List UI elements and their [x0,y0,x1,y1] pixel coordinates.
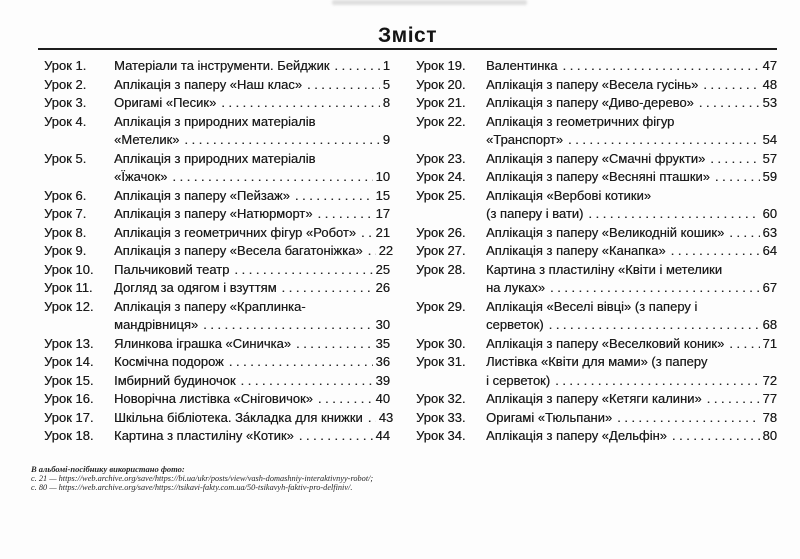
dot-leader [729,335,759,354]
page-number: 36 [375,354,390,369]
lesson-label: Урок 33. [416,409,466,425]
lesson-title: Аплікація «Веселі вівці» (з паперу і [486,298,698,314]
dot-leader [588,205,759,224]
lesson-label: Урок 28. [416,261,466,277]
lesson-title: Аплікація з геометричних фігур [486,113,675,129]
toc-entry [38,94,390,113]
toc-entry [410,353,777,390]
footer-heading: В альбомі-посібнику використано фото: [31,464,185,474]
page-number: 35 [375,335,390,351]
dot-leader [296,335,373,354]
dot-leader [563,57,760,76]
lesson-label: Урок 13. [44,335,94,351]
lesson-title: «Транспорт» [486,132,563,147]
lesson-title: Аплікація з паперу «Весела багатоніжка» [114,243,363,258]
lesson-label: Урок 11. [44,280,93,295]
lesson-title: Матеріали та інструменти. Бейджик [114,58,330,73]
lesson-label: Урок 18. [44,428,94,443]
toc-entry [38,409,394,428]
lesson-label: Урок 16. [44,391,94,406]
lesson-title: Аплікація з паперу «Веселковий коник» [486,335,725,351]
toc-entry [38,76,390,95]
toc-entry [410,261,777,298]
toc-entry [38,427,390,446]
lesson-title: Аплікація з паперу «Дельфін» [486,428,667,443]
toc-entry [410,150,777,169]
lesson-title: Листівка «Квіти для мами» (з паперу [486,354,708,369]
page-number: 72 [762,372,777,388]
toc-entry [410,427,777,446]
lesson-label: Урок 23. [416,150,466,166]
lesson-title: Аплікація з паперу «Кетяги калини» [486,391,702,406]
lesson-title: Імбирний будиночок [114,372,236,388]
lesson-title: Аплікація з паперу «Краплинка- [114,298,306,314]
lesson-label: Урок 24. [416,169,466,184]
dot-leader [172,168,372,187]
lesson-title: Аплікація з паперу «Весняні пташки» [486,169,710,184]
dot-leader [671,242,760,261]
toc-entry [38,205,390,224]
page-number: 54 [762,132,777,147]
lesson-label: Урок 14. [44,354,94,369]
lesson-title: мандрівниця» [114,317,199,332]
dot-leader [221,94,380,113]
toc-entry [410,242,777,261]
lesson-label: Урок 15. [44,372,94,388]
lesson-title: Оригамі «Песик» [114,95,217,110]
page-number: 47 [762,58,777,73]
toc-entry [410,335,777,354]
toc-content [38,0,777,446]
page-number: 17 [375,206,390,221]
page-number: 64 [762,243,777,258]
lesson-title: Аплікація «Вербові котики» [486,187,651,203]
page-number: 60 [762,206,777,221]
lesson-title: Космічна подорож [114,354,224,369]
lesson-title: Ялинкова іграшка «Синичка» [114,335,291,351]
toc-entry [38,279,390,298]
lesson-title: Оригамі «Тюльпани» [486,409,613,425]
page-title: Зміст [378,24,437,47]
footer-note [31,464,373,493]
lesson-title: на луках» [486,280,546,295]
dot-leader [241,372,373,391]
lesson-title: Новорічна листівка «Сніговичок» [114,391,313,406]
lesson-title: і серветок) [486,372,551,388]
page-number: 5 [382,76,390,92]
dot-leader [550,279,759,298]
toc-entry [410,298,777,335]
page-number: 25 [375,261,390,277]
lesson-label: Урок 5. [44,150,87,166]
dot-leader [295,187,373,206]
lesson-title: Пальчиковий театр [114,261,230,277]
lesson-label: Урок 32. [416,391,466,406]
toc-entry [38,187,390,206]
page-number: 57 [762,150,777,166]
page-number: 77 [762,391,777,406]
lesson-label: Урок 26. [416,224,466,240]
dot-leader [729,224,759,243]
lesson-title: (з паперу і вати) [486,206,584,221]
dot-leader [203,316,372,335]
lesson-label: Урок 8. [44,224,87,240]
lesson-label: Урок 21. [416,95,466,110]
lesson-label: Урок 34. [416,428,466,443]
lesson-title: Аплікація з паперу «Смачні фрукти» [486,150,706,166]
lesson-title: Аплікація з паперу «Пейзаж» [114,187,290,203]
dot-leader [318,390,373,409]
toc-column-right [410,57,777,446]
lesson-label: Урок 1. [44,58,87,73]
page-number: 43 [378,409,394,425]
toc-entry [410,76,777,95]
lesson-label: Урок 25. [416,187,466,203]
dot-leader [368,409,376,428]
page-number: 21 [375,224,390,240]
toc-entry [410,187,777,224]
lesson-label: Урок 9. [44,243,87,258]
toc-entry [38,242,394,261]
dot-leader [617,409,759,428]
lesson-title: Аплікація з геометричних фігур «Робот» [114,224,357,240]
lesson-label: Урок 22. [416,113,466,129]
page-number: 26 [375,280,390,295]
lesson-label: Урок 2. [44,76,87,92]
dot-leader [307,76,380,95]
lesson-label: Урок 31. [416,354,466,369]
toc-column-left [38,57,394,446]
footer-source-line: с. 80 — https://web.archive.org/save/https://tsikavi-fakty.com.ua/50-tsikavyh-faktiv-pro-delfiniv/. [31,483,353,493]
toc-entry [38,335,390,354]
lesson-label: Урок 12. [44,298,94,314]
toc-entry [38,298,390,335]
page-number: 39 [375,372,390,388]
toc-entry [410,390,777,409]
lesson-label: Урок 3. [44,95,87,110]
dot-leader [707,390,760,409]
lesson-title: Аплікація з природних матеріалів [114,113,316,129]
lesson-title: Догляд за одягом і взуттям [114,280,277,295]
lesson-label: Урок 4. [44,113,87,129]
page-number: 22 [378,243,394,258]
toc-entry [38,113,390,150]
dot-leader [299,427,373,446]
dot-leader [282,279,373,298]
lesson-title: Валентинка [486,58,558,73]
toc-entry [38,261,390,280]
page-number: 10 [375,169,390,184]
lesson-title: Аплікація з паперу «Великодній кошик» [486,224,725,240]
toc-entry [410,409,777,428]
toc-entry [38,390,390,409]
page-number: 78 [762,409,777,425]
page-number: 44 [375,428,390,443]
lesson-label: Урок 7. [44,206,87,221]
dot-leader [317,205,372,224]
dot-leader [334,57,379,76]
lesson-title: Картина з пластиліну «Квіти і метелики [486,261,722,277]
dot-leader [234,261,372,280]
lesson-label: Урок 10. [44,261,94,277]
dot-leader [672,427,760,446]
lesson-title: «Метелик» [114,132,180,147]
toc-entry [38,224,390,243]
dot-leader [715,168,760,187]
lesson-title: Аплікація з паперу «Натюрморт» [114,206,313,221]
page-number: 59 [762,169,777,184]
lesson-title: «Їжачок» [114,169,168,184]
dot-leader [549,316,760,335]
page-number: 9 [382,132,390,147]
page-number: 8 [382,95,390,110]
toc-entry [410,94,777,113]
dot-leader [229,353,373,372]
footer-source-line: с. 21 — https://web.archive.org/save/https://bi.ua/ukr/posts/view/vash-domashniy-interaktivnyy-robot/; [31,474,374,483]
lesson-title: Аплікація з природних матеріалів [114,150,316,166]
lesson-title: Аплікація з паперу «Весела гусінь» [486,76,699,92]
lesson-title: Шкільна бібліотека. За́кладка для книжки [114,409,363,425]
toc-header [38,0,777,50]
page-number: 40 [375,391,390,406]
toc-entry [38,372,390,391]
page-number: 30 [375,317,390,332]
lesson-title: Картина з пластиліну «Котик» [114,428,294,443]
dot-leader [361,224,373,243]
lesson-label: Урок 19. [416,58,466,73]
page-number: 67 [762,280,777,295]
toc-entry [410,224,777,243]
page-number: 68 [762,317,777,332]
toc-columns [38,57,777,446]
lesson-title: Аплікація з паперу «Канапка» [486,243,666,258]
toc-entry [38,353,390,372]
page-number: 15 [375,187,390,203]
toc-entry [410,113,777,150]
page-number: 53 [762,95,777,110]
dot-leader [703,76,759,95]
lesson-title: Аплікація з паперу «Диво-дерево» [486,95,694,110]
dot-leader [568,131,760,150]
page-number: 71 [762,335,777,351]
lesson-label: Урок 27. [416,243,466,258]
page-number: 1 [382,58,390,73]
lesson-label: Урок 6. [44,187,87,203]
dot-leader [555,372,759,391]
page-number: 48 [762,76,777,92]
toc-entry [410,57,777,76]
toc-entry [410,168,777,187]
dot-leader [184,131,379,150]
toc-entry [38,57,390,76]
toc-entry [38,150,390,187]
lesson-label: Урок 30. [416,335,466,351]
page-number: 80 [762,428,777,443]
lesson-title: серветок) [486,317,544,332]
lesson-label: Урок 20. [416,76,466,92]
lesson-title: Аплікація з паперу «Наш клас» [114,76,302,92]
dot-leader [710,150,759,169]
lesson-label: Урок 29. [416,298,466,314]
dot-leader [368,242,376,261]
lesson-label: Урок 17. [44,409,94,425]
dot-leader [699,94,760,113]
page-number: 63 [762,224,777,240]
